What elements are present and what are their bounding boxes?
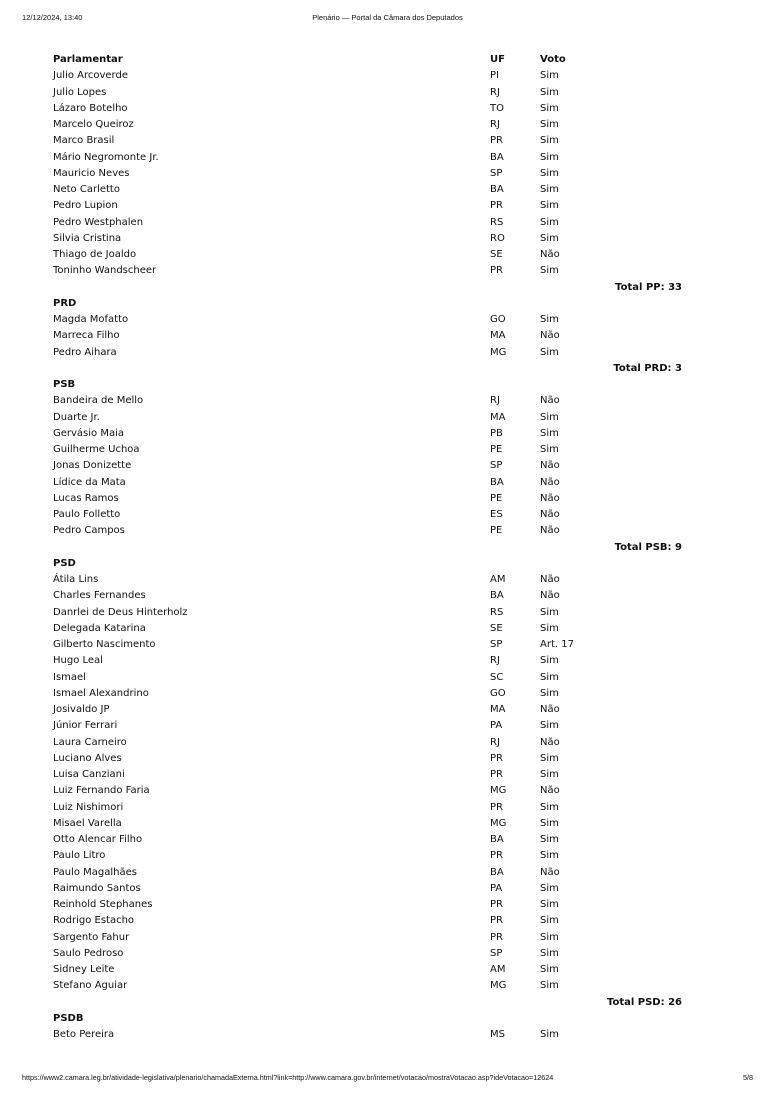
table-row (53, 101, 693, 117)
print-datetime: 12/12/2024, 13:40 (22, 13, 83, 22)
table-row (53, 458, 693, 474)
member-name: Saulo Pedroso (53, 947, 124, 959)
member-uf: SE (490, 622, 503, 634)
table-row (53, 670, 693, 686)
member-name: Pedro Lupion (53, 200, 118, 212)
member-name: Sargento Fahur (53, 931, 130, 943)
member-name: Gervásio Maia (53, 427, 125, 439)
member-name: Lídice da Mata (53, 476, 126, 488)
table-row (53, 751, 693, 767)
member-uf: SP (490, 460, 503, 472)
table-row (53, 68, 693, 84)
table-row (53, 962, 693, 978)
vote-table (53, 52, 693, 1043)
table-row (53, 816, 693, 832)
member-vote: Sim (540, 915, 559, 927)
table-row (53, 702, 693, 718)
column-header-voto: Voto (540, 54, 566, 65)
member-vote: Sim (540, 834, 559, 845)
table-row (53, 117, 693, 133)
member-name: Beto Pereira (53, 1029, 115, 1040)
member-uf: BA (490, 866, 504, 878)
table-row (53, 735, 693, 751)
table-row (53, 345, 693, 361)
table-row (53, 653, 693, 669)
member-vote: Sim (540, 801, 559, 813)
table-row (53, 832, 693, 848)
party-heading: PRD (53, 297, 77, 309)
member-name: Mário Negromonte Jr. (53, 151, 159, 163)
member-vote: Não (540, 509, 560, 520)
member-uf: MG (490, 817, 507, 829)
member-vote: Sim (540, 444, 559, 455)
member-uf: RS (490, 606, 504, 618)
member-uf: RS (490, 216, 504, 228)
column-header-uf: UF (490, 54, 505, 65)
member-vote: Sim (540, 606, 559, 618)
table-row (53, 767, 693, 783)
member-vote: Sim (540, 752, 559, 764)
member-uf: SP (490, 167, 503, 179)
member-vote: Sim (540, 655, 559, 667)
member-name: Mauricio Neves (53, 167, 130, 179)
member-uf: PR (490, 801, 503, 813)
table-row (53, 783, 693, 799)
table-header-row (53, 52, 693, 68)
table-row (53, 946, 693, 962)
member-vote: Não (540, 476, 560, 488)
member-name: Magda Mofatto (53, 314, 129, 325)
member-uf: RJ (490, 395, 500, 407)
member-vote: Sim (540, 427, 559, 439)
member-name: Julio Lopes (53, 86, 107, 98)
member-vote: Não (540, 704, 560, 715)
member-uf: PA (490, 720, 503, 732)
member-vote: Sim (540, 216, 559, 228)
table-row (53, 605, 693, 621)
table-body (53, 68, 693, 1043)
member-uf: MG (490, 346, 507, 358)
page-number: 5/8 (743, 1073, 753, 1082)
member-vote: Sim (540, 622, 559, 634)
member-name: Bandeira de Mello (53, 395, 144, 407)
member-uf: RJ (490, 736, 500, 748)
member-uf: PR (490, 915, 503, 927)
member-vote: Sim (540, 184, 559, 195)
member-name: Delegada Katarina (53, 622, 146, 634)
member-uf: PA (490, 882, 503, 894)
member-vote: Sim (540, 1029, 559, 1040)
member-uf: ES (490, 509, 503, 520)
table-row (53, 247, 693, 263)
member-vote: Sim (540, 720, 559, 732)
member-name: Reinhold Stephanes (53, 899, 153, 910)
member-name: Stefano Aguiar (53, 980, 128, 992)
member-uf: PR (490, 265, 503, 277)
member-name: Paulo Litro (53, 850, 106, 862)
table-row (53, 588, 693, 604)
member-vote: Não (540, 866, 560, 878)
member-uf: SC (490, 671, 504, 683)
party-total: Total PSB: 9 (614, 541, 682, 553)
table-row (53, 686, 693, 702)
member-vote: Art. 17 (540, 639, 574, 650)
member-name: Duarte Jr. (53, 411, 100, 423)
print-url: https://www2.camara.leg.br/atividade-legislativa/plenario/chamadaExterna.html?link=http://www.camara.gov.br/internet/votacao/mostraVotacao.asp?ideVotacao=12624 (22, 1073, 554, 1082)
member-name: Marreca Filho (53, 330, 120, 342)
member-vote: Sim (540, 86, 559, 98)
member-vote: Sim (540, 411, 559, 423)
table-row (53, 166, 693, 182)
table-row (53, 231, 693, 247)
member-vote: Sim (540, 119, 559, 130)
table-row (53, 913, 693, 929)
member-name: Charles Fernandes (53, 590, 146, 602)
member-name: Sidney Leite (53, 964, 115, 975)
print-footer (22, 1073, 753, 1085)
member-uf: MS (490, 1029, 505, 1040)
table-row (53, 133, 693, 149)
member-uf: SP (490, 639, 503, 650)
table-row (53, 930, 693, 946)
member-vote: Não (540, 590, 560, 602)
member-name: Lázaro Botelho (53, 102, 128, 114)
party-heading: PSDB (53, 1012, 84, 1024)
member-vote: Sim (540, 346, 559, 358)
member-uf: GO (490, 314, 506, 325)
member-uf: AM (490, 964, 506, 975)
member-name: Lucas Ramos (53, 492, 119, 504)
table-row (53, 215, 693, 231)
member-uf: BA (490, 476, 504, 488)
member-name: Luiz Nishimori (53, 801, 124, 813)
party-heading: PSD (53, 557, 76, 569)
member-name: Guilherme Uchoa (53, 444, 140, 455)
member-vote: Não (540, 525, 560, 537)
member-name: Thiago de Joaldo (53, 249, 137, 260)
member-vote: Sim (540, 135, 559, 147)
member-name: Paulo Folletto (53, 509, 121, 520)
member-name: Jonas Donizette (53, 460, 132, 472)
member-uf: PE (490, 492, 503, 504)
table-row (53, 198, 693, 214)
member-uf: MA (490, 704, 506, 715)
member-vote: Sim (540, 200, 559, 212)
table-row (53, 491, 693, 507)
member-name: Julio Arcoverde (53, 70, 128, 82)
table-row (53, 865, 693, 881)
member-name: Misael Varella (53, 817, 122, 829)
table-row (53, 182, 693, 198)
member-name: Ismael Alexandrino (53, 687, 149, 699)
member-vote: Não (540, 460, 560, 472)
member-name: Luisa Canziani (53, 769, 125, 780)
member-name: Luciano Alves (53, 752, 122, 764)
member-uf: RO (490, 232, 505, 244)
member-uf: BA (490, 590, 504, 602)
member-name: Toninho Wandscheer (53, 265, 157, 277)
member-vote: Sim (540, 687, 559, 699)
member-vote: Sim (540, 167, 559, 179)
member-uf: MA (490, 330, 506, 342)
member-uf: GO (490, 687, 506, 699)
member-name: Danrlei de Deus Hinterholz (53, 606, 188, 618)
table-row (53, 393, 693, 409)
member-name: Pedro Campos (53, 525, 125, 537)
member-vote: Não (540, 249, 560, 260)
member-uf: BA (490, 184, 504, 195)
member-uf: PR (490, 931, 503, 943)
table-row (53, 637, 693, 653)
member-vote: Sim (540, 931, 559, 943)
table-row (53, 621, 693, 637)
print-page-title: Plenário — Portal da Câmara dos Deputados (312, 13, 463, 22)
member-name: Neto Carletto (53, 184, 120, 195)
member-uf: PE (490, 444, 503, 455)
member-name: Pedro Aihara (53, 346, 117, 358)
member-vote: Sim (540, 151, 559, 163)
member-vote: Sim (540, 947, 559, 959)
member-name: Rodrigo Estacho (53, 915, 135, 927)
member-vote: Sim (540, 899, 559, 910)
member-vote: Não (540, 574, 560, 585)
member-uf: PE (490, 525, 503, 537)
table-row (53, 410, 693, 426)
member-uf: BA (490, 151, 504, 163)
table-row (53, 426, 693, 442)
member-uf: PI (490, 70, 499, 82)
member-uf: PB (490, 427, 503, 439)
party-heading: PSB (53, 379, 76, 390)
table-row (53, 718, 693, 734)
member-vote: Sim (540, 671, 559, 683)
member-vote: Não (540, 785, 560, 797)
member-vote: Sim (540, 817, 559, 829)
member-uf: SE (490, 249, 503, 260)
member-uf: PR (490, 769, 503, 780)
member-name: Marco Brasil (53, 135, 115, 147)
member-vote: Sim (540, 850, 559, 862)
member-vote: Sim (540, 314, 559, 325)
member-vote: Não (540, 492, 560, 504)
party-total: Total PSD: 26 (606, 996, 682, 1008)
member-vote: Sim (540, 980, 559, 992)
member-name: Júnior Ferrari (53, 720, 118, 732)
member-uf: MA (490, 411, 506, 423)
party-total: Total PP: 33 (615, 281, 682, 293)
member-vote: Sim (540, 70, 559, 82)
table-row (53, 523, 693, 539)
party-total: Total PRD: 3 (613, 362, 682, 374)
member-uf: BA (490, 834, 504, 845)
table-row (53, 263, 693, 279)
table-row (53, 312, 693, 328)
member-vote: Não (540, 736, 560, 748)
member-vote: Sim (540, 882, 559, 894)
member-uf: TO (490, 102, 504, 114)
member-uf: RJ (490, 655, 500, 667)
member-uf: SP (490, 947, 503, 959)
print-header (22, 13, 753, 25)
member-name: Josivaldo JP (53, 704, 110, 715)
member-name: Átila Lins (53, 574, 99, 585)
member-uf: PR (490, 135, 503, 147)
member-vote: Não (540, 330, 560, 342)
member-name: Ismael (53, 671, 86, 683)
table-row (53, 85, 693, 101)
member-name: Paulo Magalhães (53, 866, 137, 878)
table-row (53, 848, 693, 864)
member-uf: AM (490, 574, 506, 585)
member-name: Laura Carneiro (53, 736, 127, 748)
member-uf: MG (490, 785, 507, 797)
table-row (53, 442, 693, 458)
member-uf: MG (490, 980, 507, 992)
member-name: Silvia Cristina (53, 232, 122, 244)
member-name: Otto Alencar Filho (53, 834, 143, 845)
table-row (53, 897, 693, 913)
table-row (53, 881, 693, 897)
member-vote: Sim (540, 964, 559, 975)
member-name: Pedro Westphalen (53, 216, 144, 228)
member-vote: Sim (540, 102, 559, 114)
member-name: Raimundo Santos (53, 882, 141, 894)
member-name: Marcelo Queiroz (53, 119, 134, 130)
member-name: Hugo Leal (53, 655, 103, 667)
table-row (53, 800, 693, 816)
member-vote: Sim (540, 769, 559, 780)
member-name: Gilberto Nascimento (53, 639, 156, 650)
member-name: Luiz Fernando Faria (53, 785, 150, 797)
member-uf: PR (490, 850, 503, 862)
table-row (53, 572, 693, 588)
member-vote: Sim (540, 232, 559, 244)
table-row (53, 507, 693, 523)
table-row (53, 978, 693, 994)
member-uf: RJ (490, 86, 500, 98)
table-row (53, 1027, 693, 1043)
member-uf: PR (490, 752, 503, 764)
member-vote: Não (540, 395, 560, 407)
table-row (53, 150, 693, 166)
member-uf: PR (490, 200, 503, 212)
column-header-parlamentar: Parlamentar (53, 54, 123, 65)
member-uf: RJ (490, 119, 500, 130)
table-row (53, 328, 693, 344)
table-row (53, 475, 693, 491)
member-vote: Sim (540, 265, 559, 277)
member-uf: PR (490, 899, 503, 910)
